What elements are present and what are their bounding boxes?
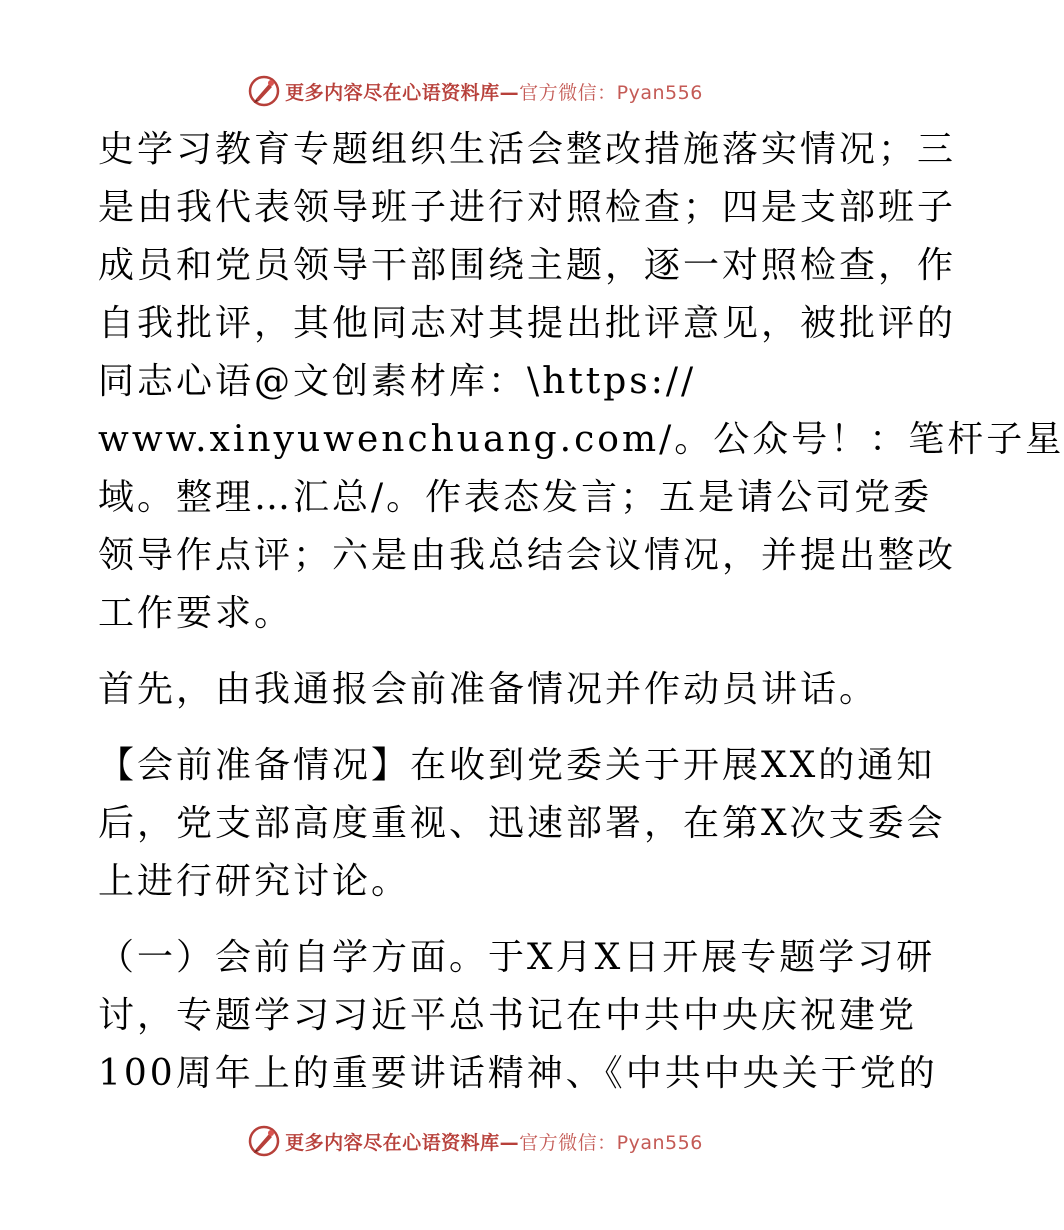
text-line: www.xinyuwenchuang.com/。公众号！：笔杆子星 [98,419,1064,460]
text-line: 同志心语@文创素材库：\https:// [98,361,697,402]
text-line: （一）会前自学方面。于X月X日开展专题学习研 [98,937,936,978]
text-line: 讨，专题学习习近平总书记在中共中央庆祝建党 [98,995,918,1036]
text-line: 首先，由我通报会前准备情况并作动员讲话。 [98,669,879,710]
paragraph [98,661,879,719]
paragraph [98,929,938,1103]
header-banner [0,71,950,111]
pen-logo-icon [247,1124,281,1158]
text-line: 域。整理…汇总/。作表态发言；五是请公司党委 [98,477,933,518]
text-line: 后，党支部高度重视、迅速部署，在第X次支委会 [98,803,946,844]
text-line: 【会前准备情况】在收到党委关于开展XX的通知 [98,745,936,786]
footer-banner-text: 更多内容尽在心语资料库—官方微信：Pyan556 [285,1131,703,1154]
document-body [98,121,1064,1103]
text-line: 上进行研究讨论。 [98,861,411,902]
text-line: 是由我代表领导班子进行对照检查；四是支部班子 [98,187,957,228]
header-banner-text: 更多内容尽在心语资料库—官方微信：Pyan556 [285,81,703,104]
paragraph [98,737,946,911]
footer-banner [0,1121,950,1161]
pen-logo-icon [247,74,281,108]
text-line: 史学习教育专题组织生活会整改措施落实情况；三 [98,129,957,170]
text-line: 成员和党员领导干部围绕主题，逐一对照检查，作 [98,245,957,286]
text-line: 100周年上的重要讲话精神、《中共中央关于党的 [98,1053,938,1094]
text-line: 领导作点评；六是由我总结会议情况，并提出整改 [98,535,957,576]
text-line: 自我批评，其他同志对其提出批评意见，被批评的 [98,303,957,344]
paragraph [98,121,1064,643]
text-line: 工作要求。 [98,593,294,634]
